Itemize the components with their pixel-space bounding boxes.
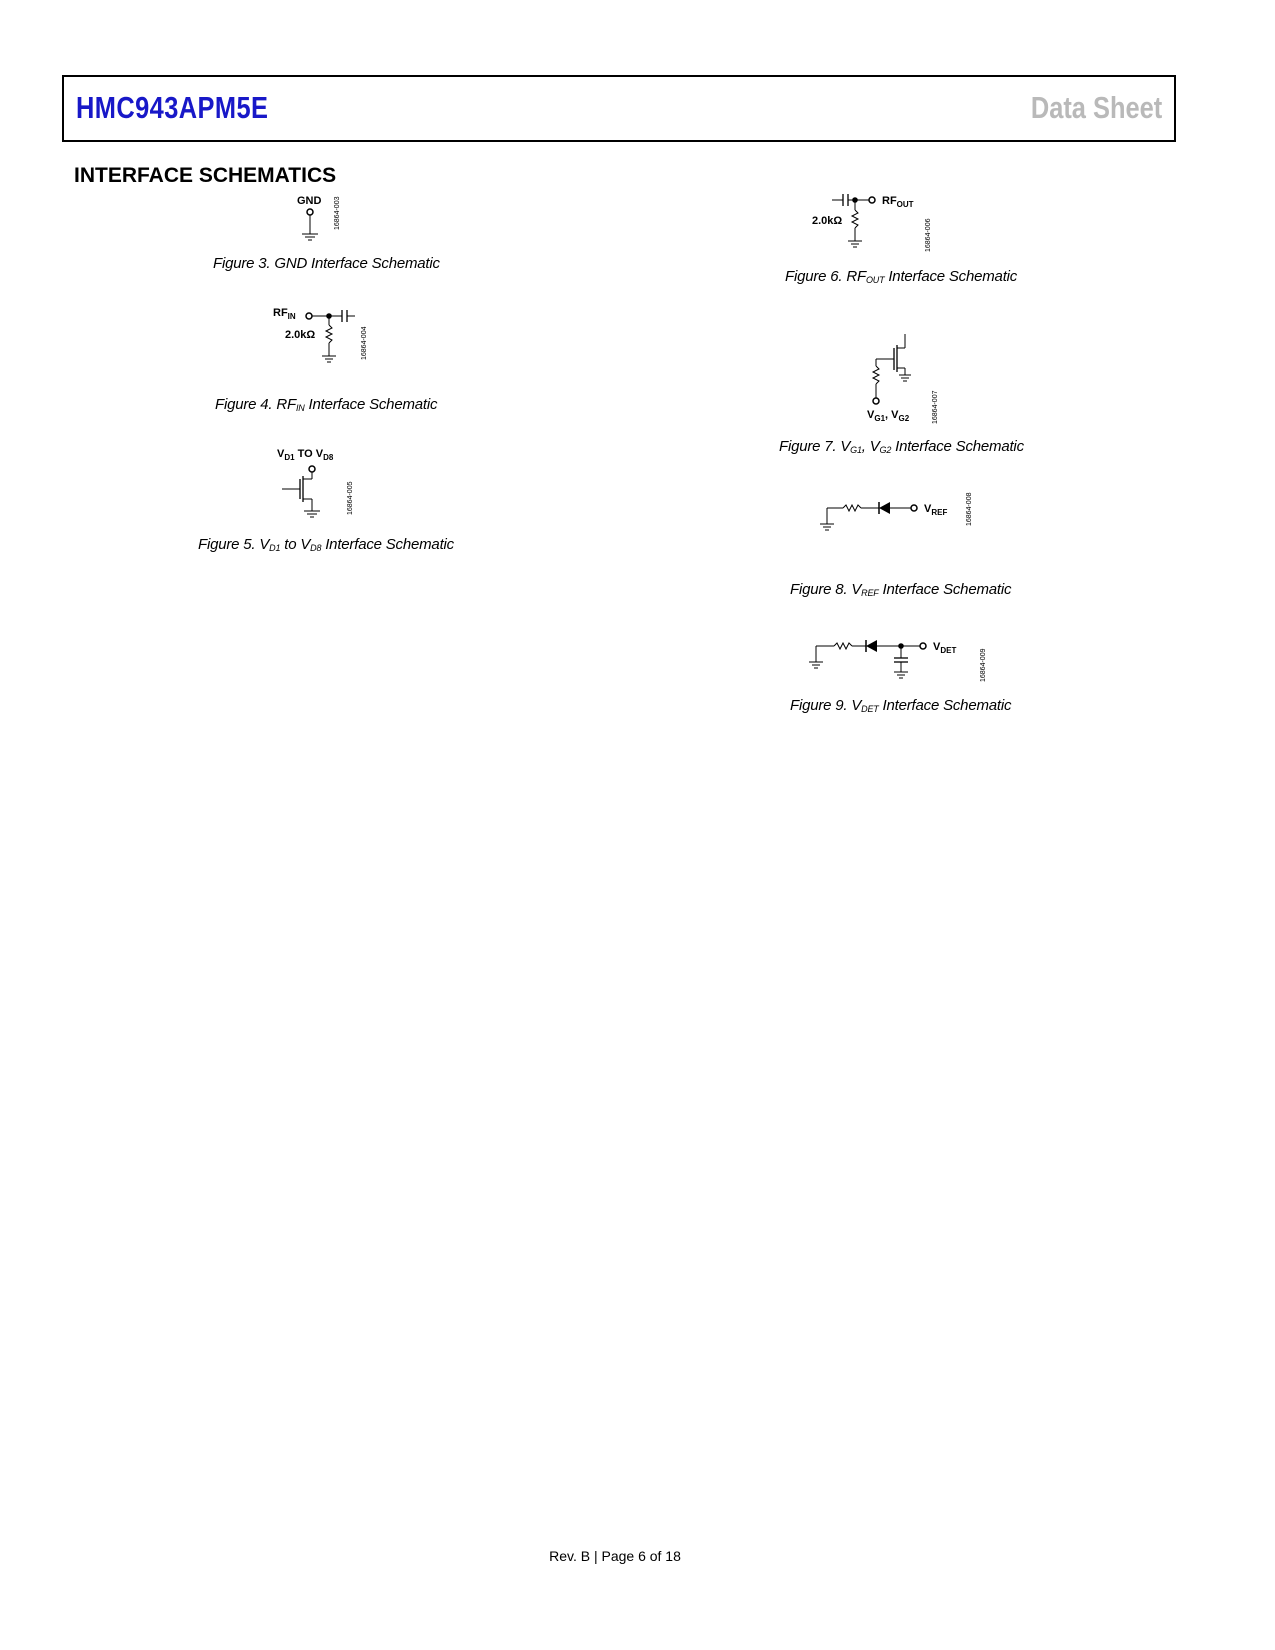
rfout-label: RF <box>882 195 897 207</box>
figure-3-gnd-schematic <box>290 190 360 246</box>
figure-6-caption: Figure 6. $RF_{OUT}$ Interface Schematic <box>785 268 1018 285</box>
figure-code: 16864-007 <box>932 390 939 424</box>
figure-3-caption: Figure 3. GND Interface Schematic <box>213 255 440 272</box>
figure-4-caption: Figure 4. $RF_{IN}$ Interface Schematic <box>215 396 438 413</box>
figure-5-caption: Figure 5. $V_{D1}$ to $V_{D8}$ Interface Schematic <box>198 536 454 553</box>
rfin-label: RF <box>273 307 288 319</box>
section-title: INTERFACE SCHEMATICS <box>74 164 337 187</box>
vref-label: V <box>924 503 932 515</box>
figure-4-rfin-schematic <box>270 306 380 376</box>
figure-code: 16864-003 <box>334 196 341 230</box>
figure-8-caption: Figure 8. $V_{REF}$ Interface Schematic <box>790 581 1012 598</box>
figure-8-vref-schematic <box>815 490 985 540</box>
figure-code: 16864-009 <box>980 648 987 682</box>
figure-9-caption: Figure 9. $V_{DET}$ Interface Schematic <box>790 697 1012 714</box>
part-number: HMC943APM5E <box>76 90 269 125</box>
figure-7-vg-schematic <box>860 330 970 428</box>
figure-9-vdet-schematic <box>800 630 990 688</box>
figure-code: 16864-006 <box>925 218 932 252</box>
svg-text:VG1, VG2: $V_{G1}$, $V_{G2}$ <box>867 409 910 423</box>
figure-7-caption: Figure 7. $V_{G1}$, $V_{G2}$ Interface Schematic <box>779 438 1024 455</box>
figure-6-rfout-schematic <box>812 188 970 260</box>
page-header <box>62 75 1176 142</box>
svg-text:VDET: $V_{DET}$ <box>933 641 957 655</box>
svg-text:RFIN: $RF_{IN}$ <box>273 307 296 321</box>
resistor-value: 2.0kΩ <box>812 215 843 227</box>
doc-type: Data Sheet <box>1030 90 1162 125</box>
page-footer: Rev. B | Page 6 of 18 <box>549 1548 681 1564</box>
gnd-label: GND <box>297 195 322 207</box>
vdet-label: V <box>933 641 941 653</box>
resistor-value: 2.0kΩ <box>285 329 316 341</box>
svg-text:VREF: $V_{REF}$ <box>924 503 948 517</box>
figure-code: 16864-004 <box>361 326 368 360</box>
figure-5-vd-schematic <box>270 445 380 535</box>
svg-text:RFOUT: $RF_{OUT}$ <box>882 195 914 209</box>
figure-code: 16864-008 <box>966 492 973 526</box>
svg-text:VD1 TO VD8: $V_{D1}$ TO $V_{D8}$ <box>277 448 334 462</box>
figure-code: 16864-005 <box>347 481 354 515</box>
